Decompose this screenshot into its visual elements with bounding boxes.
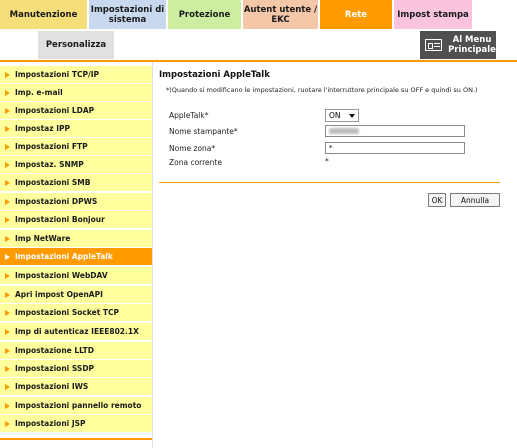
sidebar-item-label: Apri impost OpenAPI — [15, 290, 103, 299]
arrow-right-icon — [5, 217, 10, 223]
arrow-right-icon — [5, 403, 10, 409]
sidebar-item-label: Impostaz IPP — [15, 124, 70, 133]
sidebar-item-snmp[interactable] — [0, 156, 152, 173]
sidebar-bottom-rule — [0, 438, 152, 440]
arrow-right-icon — [5, 254, 10, 260]
arrow-right-icon — [5, 108, 10, 114]
sidebar-item-label: Impostazioni FTP — [15, 142, 88, 151]
tab-protezione[interactable]: Protezione — [168, 0, 241, 29]
zone-name-value: * — [329, 144, 333, 152]
sidebar-item-ldap[interactable] — [0, 102, 152, 119]
sidebar-item-label: Imp di autenticaz IEEE802.1X — [15, 327, 139, 336]
sidebar-item-jsp[interactable] — [0, 415, 152, 432]
sidebar-item-label: Impostazioni Bonjour — [15, 215, 105, 224]
tab-manutenzione[interactable]: Manutenzione — [0, 0, 87, 29]
arrow-right-icon — [5, 310, 10, 316]
arrow-right-icon — [5, 292, 10, 298]
sidebar-item-ipp[interactable] — [0, 120, 152, 137]
sidebar-item-label: Impostazioni TCP/IP — [15, 70, 99, 79]
main-menu-label: Al Menu Principale — [448, 35, 496, 55]
appletalk-select-value: ON — [329, 111, 341, 120]
arrow-right-icon — [5, 421, 10, 427]
printer-name-label: Nome stampante* — [169, 127, 238, 136]
arrow-right-icon — [5, 90, 10, 96]
sidebar-item-label: Impostazioni WebDAV — [15, 271, 108, 280]
appletalk-label: AppleTalk* — [169, 111, 209, 120]
printer-name-input[interactable] — [325, 125, 465, 137]
current-zone-value: * — [325, 157, 329, 166]
arrow-right-icon — [5, 144, 10, 150]
sidebar-item-label: Imp NetWare — [15, 234, 71, 243]
arrow-right-icon — [5, 348, 10, 354]
appletalk-select[interactable] — [325, 109, 359, 122]
sidebar-item-ssdp[interactable] — [0, 360, 152, 377]
arrow-right-icon — [5, 366, 10, 372]
sidebar-item-label: Impostazioni LDAP — [15, 106, 95, 115]
arrow-right-icon — [5, 384, 10, 390]
sidebar-item-webdav[interactable] — [0, 267, 152, 284]
sidebar-item-label: Impostazioni IWS — [15, 382, 89, 391]
sidebar-item-label: Impostazioni JSP — [15, 419, 86, 428]
sidebar-item-label: Impostaz. SNMP — [15, 160, 84, 169]
sidebar-item-label: Imp. e-mail — [15, 88, 63, 97]
tab-impost-stampa[interactable]: Impost stampa — [394, 0, 472, 29]
sidebar-item-ftp[interactable] — [0, 138, 152, 155]
sidebar-item-label: Impostazioni DPWS — [15, 197, 98, 206]
sidebar-item-label: Impostazioni AppleTalk — [15, 252, 113, 261]
sidebar-item-tcp-ip[interactable] — [0, 66, 152, 83]
arrow-right-icon — [5, 180, 10, 186]
sidebar-item-email[interactable] — [0, 84, 152, 101]
zone-name-label: Nome zona* — [169, 144, 216, 153]
sidebar-item-bonjour[interactable] — [0, 211, 152, 228]
sidebar-item-pannello-remoto[interactable] — [0, 397, 152, 414]
arrow-right-icon — [5, 236, 10, 242]
sidebar-item-lltd[interactable] — [0, 342, 152, 359]
sidebar-item-openapi[interactable] — [0, 286, 152, 303]
arrow-right-icon — [5, 199, 10, 205]
page-title: Impostazioni AppleTalk — [159, 70, 270, 80]
sidebar-divider — [152, 62, 153, 448]
sidebar-item-label: Impostazioni SMB — [15, 178, 91, 187]
arrow-right-icon — [5, 329, 10, 335]
sidebar-item-dpws[interactable] — [0, 193, 152, 210]
sidebar-item-netware[interactable] — [0, 230, 152, 247]
sidebar-item-appletalk[interactable] — [0, 248, 152, 265]
cancel-button[interactable]: Annulla — [450, 193, 500, 207]
redacted-value — [329, 128, 359, 134]
sidebar-item-label: Impostazione LLTD — [15, 346, 95, 355]
ok-button[interactable]: OK — [428, 193, 446, 207]
chevron-down-icon — [349, 114, 355, 118]
sidebar-item-label: Impostazioni SSDP — [15, 364, 95, 373]
personalizza-button[interactable]: Personalizza — [38, 31, 114, 59]
zone-name-input[interactable] — [325, 142, 465, 154]
menu-icon — [425, 39, 442, 51]
form-divider — [159, 182, 500, 183]
tab-impostazioni-di-sistema[interactable]: Impostazioni di sistema — [89, 0, 166, 29]
arrow-right-icon — [5, 126, 10, 132]
current-zone-label: Zona corrente — [169, 158, 222, 167]
sidebar-item-label: Impostazioni pannello remoto — [15, 401, 142, 410]
tab-autent-utente-ekc[interactable]: Autent utente / EKC — [243, 0, 318, 29]
sidebar-item-socket-tcp[interactable] — [0, 304, 152, 321]
main-menu-button[interactable] — [420, 31, 496, 59]
sidebar — [0, 62, 152, 448]
sidebar-item-label: Impostazioni Socket TCP — [15, 308, 120, 317]
restart-note: *(Quando si modificano le impostazioni, ruotare l'interruttore principale su OFF e quindi su ON.) — [166, 86, 478, 94]
sidebar-item-iws[interactable] — [0, 378, 152, 395]
arrow-right-icon — [5, 72, 10, 78]
tab-rete[interactable]: Rete — [320, 0, 392, 29]
sidebar-item-ieee8021x[interactable] — [0, 323, 152, 340]
arrow-right-icon — [5, 162, 10, 168]
sidebar-item-smb[interactable] — [0, 174, 152, 191]
arrow-right-icon — [5, 273, 10, 279]
